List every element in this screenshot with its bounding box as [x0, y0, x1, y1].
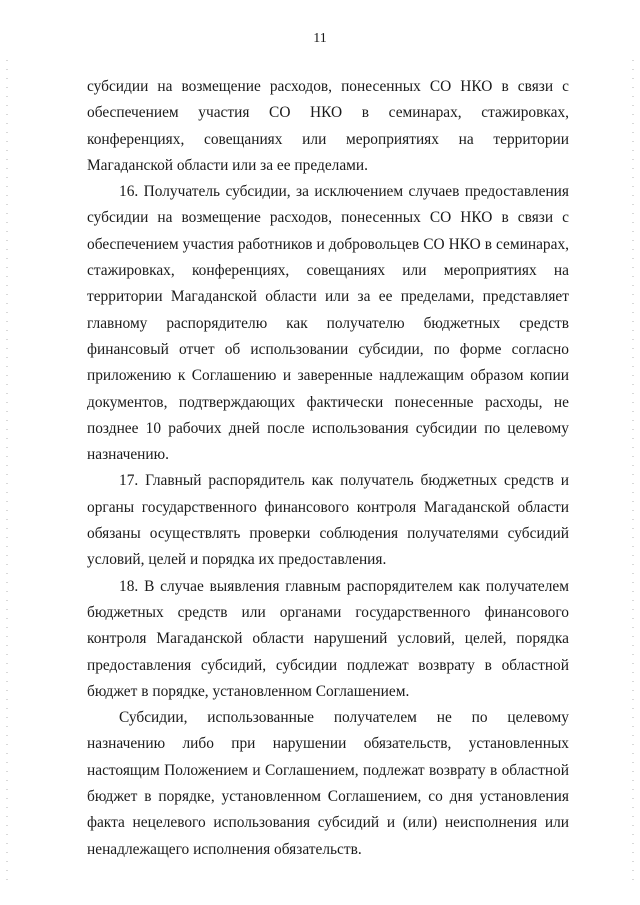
right-margin-scan-marks — [632, 60, 634, 880]
paragraph-subsidies-return: Субсидии, использованные получателем не по целевому назначению либо при нарушении обязательств, установленных настоящим Положением и Соглашением, подлежат возврату в областной бюджет в порядке, установленном Соглашением, со дня установления факта нецелевого использования субсидий и (или) неисполнения или ненадлежащего исполнения обязательств. — [87, 709, 569, 858]
paragraph-17: 17. Главный распорядитель как получатель бюджетных средств и органы государственного финансового контроля Магаданской области обязаны осуществлять проверки соблюдения получателями субсидий условий, целей и порядка их предоставления. — [87, 472, 569, 569]
paragraph-16: 16. Получатель субсидии, за исключением случаев предоставления субсидии на возмещение расходов, понесенных СО НКО в связи с обеспечением участия работников и добровольцев СО НКО в семинарах, стажировках, конференциях, совещаниях или мероприятиях на территории Магаданской области или за ее пределами, представляет главному распорядителю как получателю бюджетных средств финансовый отчет об использовании субсидии, по форме согласно приложению к Соглашению и заверенные надлежащим образом копии документов, подтверждающих фактически понесенные расходы, не позднее 10 рабочих дней после использования субсидии по целевому назначению. — [87, 183, 569, 464]
left-margin-scan-marks — [6, 60, 8, 880]
paragraph-18: 18. В случае выявления главным распорядителем как получателем бюджетных средств или органами государственного финансового контроля Магаданской области нарушений условий, целей, порядка предоставления субсидий, субсидии подлежат возврату в областной бюджет в порядке, установленном Соглашением. — [87, 577, 569, 700]
paragraph-continuation: субсидии на возмещение расходов, понесенных СО НКО в связи с обеспечением участия СО НКО в семинарах, стажировках, конференциях, совещаниях или мероприятиях на территории Магаданской области или за ее пределами. — [87, 78, 569, 174]
page-number: 11 — [313, 31, 327, 46]
document-body — [87, 74, 569, 863]
